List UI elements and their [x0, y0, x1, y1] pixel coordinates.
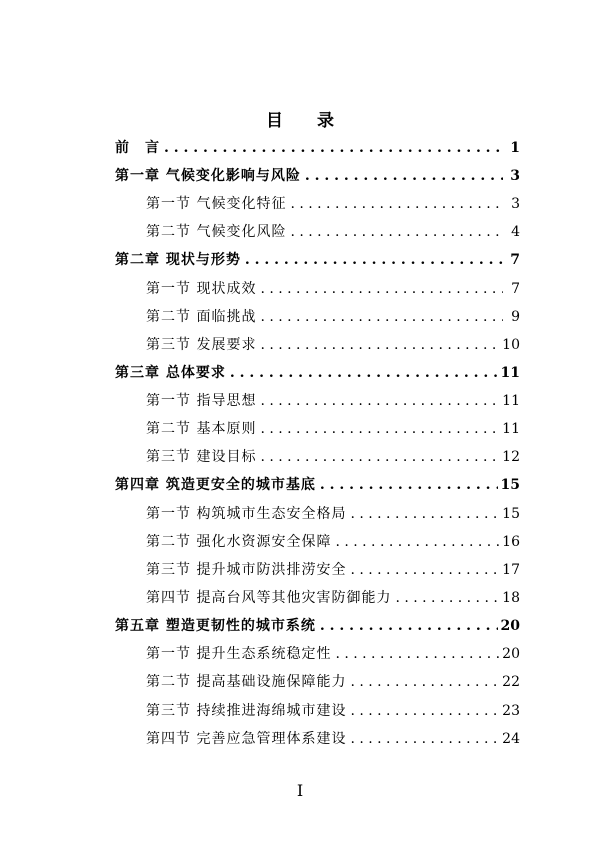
dot-leader	[350, 671, 499, 693]
toc-entry-title: 第二节 提高基础设施保障能力	[146, 674, 347, 690]
toc-entry-title: 第四节 提高台风等其他灾害防御能力	[146, 590, 392, 606]
toc-entry-title: 第三节 建设目标	[146, 449, 257, 465]
toc-entry[interactable]	[115, 137, 520, 159]
toc-entry-title: 第二节 强化水资源安全保障	[146, 534, 332, 550]
toc-entry-page: 3	[510, 168, 520, 184]
toc-entry-title: 第一节 提升生态系统稳定性	[146, 646, 332, 662]
dot-leader	[320, 474, 498, 496]
toc-entry-page: 17	[502, 562, 520, 578]
toc-entry-page: 15	[502, 506, 520, 522]
toc-entry-page: 7	[511, 281, 520, 297]
toc-entry-title: 第二节 气候变化风险	[146, 224, 287, 240]
toc-entry-page: 22	[502, 674, 520, 690]
toc-entry[interactable]	[146, 193, 520, 215]
dot-leader	[260, 446, 499, 468]
toc-entry[interactable]	[146, 446, 520, 468]
toc-entry[interactable]	[146, 700, 520, 722]
toc-entry-page: 12	[502, 449, 520, 465]
dot-leader	[245, 249, 503, 271]
dot-leader	[350, 559, 499, 581]
toc-entry[interactable]	[146, 559, 520, 581]
toc-entry-title: 第三章 总体要求	[115, 365, 226, 381]
dot-leader	[260, 334, 499, 356]
toc-entry-page: 15	[500, 477, 520, 493]
toc-entry-page: 16	[502, 534, 520, 550]
dot-leader	[305, 165, 503, 187]
toc-entry[interactable]	[146, 531, 520, 553]
toc-entry-page: 1	[510, 140, 520, 156]
toc-entry-page: 20	[500, 618, 520, 634]
toc-entry-title: 第二节 基本原则	[146, 421, 257, 437]
toc-entry-page: 20	[502, 646, 520, 662]
dot-leader	[164, 137, 503, 159]
toc-entry-title: 第三节 持续推进海绵城市建设	[146, 703, 347, 719]
toc-entry-title: 第一节 现状成效	[146, 281, 257, 297]
toc-entry[interactable]	[146, 306, 520, 328]
toc-entry[interactable]	[146, 278, 520, 300]
page-title: 目 录	[266, 111, 348, 131]
toc-entry-title: 第一节 指导思想	[146, 393, 257, 409]
toc-entry[interactable]	[146, 221, 520, 243]
toc-entry-title: 第一节 气候变化特征	[146, 196, 287, 212]
toc-entry[interactable]	[115, 249, 520, 271]
dot-leader	[335, 643, 499, 665]
page-number-footer: I	[296, 781, 304, 800]
toc-entry-title: 第四节 完善应急管理体系建设	[146, 731, 347, 747]
toc-entry-title: 第二章 现状与形势	[115, 252, 241, 268]
toc-entry-page: 3	[511, 196, 520, 212]
toc-entry[interactable]	[146, 390, 520, 412]
toc-entry-page: 9	[511, 309, 520, 325]
toc-entry-title: 第三节 提升城市防洪排涝安全	[146, 562, 347, 578]
toc-entry-page: 11	[500, 365, 520, 381]
toc-entry-title: 第一节 构筑城市生态安全格局	[146, 506, 347, 522]
toc-entry[interactable]	[146, 671, 520, 693]
dot-leader	[320, 615, 498, 637]
toc-entry-page: 23	[502, 703, 520, 719]
toc-entry-title: 前 言	[115, 140, 160, 156]
dot-leader	[260, 390, 499, 412]
toc-entry-page: 24	[502, 731, 520, 747]
toc-entry[interactable]	[115, 362, 520, 384]
dot-leader	[290, 221, 503, 243]
toc-entry[interactable]	[146, 728, 520, 750]
toc-entry-page: 4	[511, 224, 520, 240]
dot-leader	[230, 362, 498, 384]
dot-leader	[260, 306, 503, 328]
dot-leader	[335, 531, 499, 553]
toc-entry-title: 第四章 筑造更安全的城市基底	[115, 477, 316, 493]
toc-entry[interactable]	[115, 474, 520, 496]
toc-entry-page: 11	[502, 421, 520, 437]
toc-entry-page: 11	[502, 393, 520, 409]
dot-leader	[260, 278, 503, 300]
toc-entry[interactable]	[146, 503, 520, 525]
toc-entry[interactable]	[146, 587, 520, 609]
toc-entry[interactable]	[146, 643, 520, 665]
toc-entry[interactable]	[146, 418, 520, 440]
toc-entry-title: 第一章 气候变化影响与风险	[115, 168, 301, 184]
dot-leader	[350, 503, 499, 525]
dot-leader	[290, 193, 503, 215]
dot-leader	[350, 728, 499, 750]
dot-leader	[350, 700, 499, 722]
toc-entry[interactable]	[115, 165, 520, 187]
dot-leader	[395, 587, 499, 609]
toc-entry[interactable]	[146, 334, 520, 356]
toc-entry-title: 第五章 塑造更韧性的城市系统	[115, 618, 316, 634]
toc-entry-page: 7	[510, 252, 520, 268]
dot-leader	[260, 418, 499, 440]
toc-entry-page: 18	[502, 590, 520, 606]
toc-entry-page: 10	[502, 337, 520, 353]
toc-entry-title: 第二节 面临挑战	[146, 309, 257, 325]
toc-entry-title: 第三节 发展要求	[146, 337, 257, 353]
toc-entry[interactable]	[115, 615, 520, 637]
